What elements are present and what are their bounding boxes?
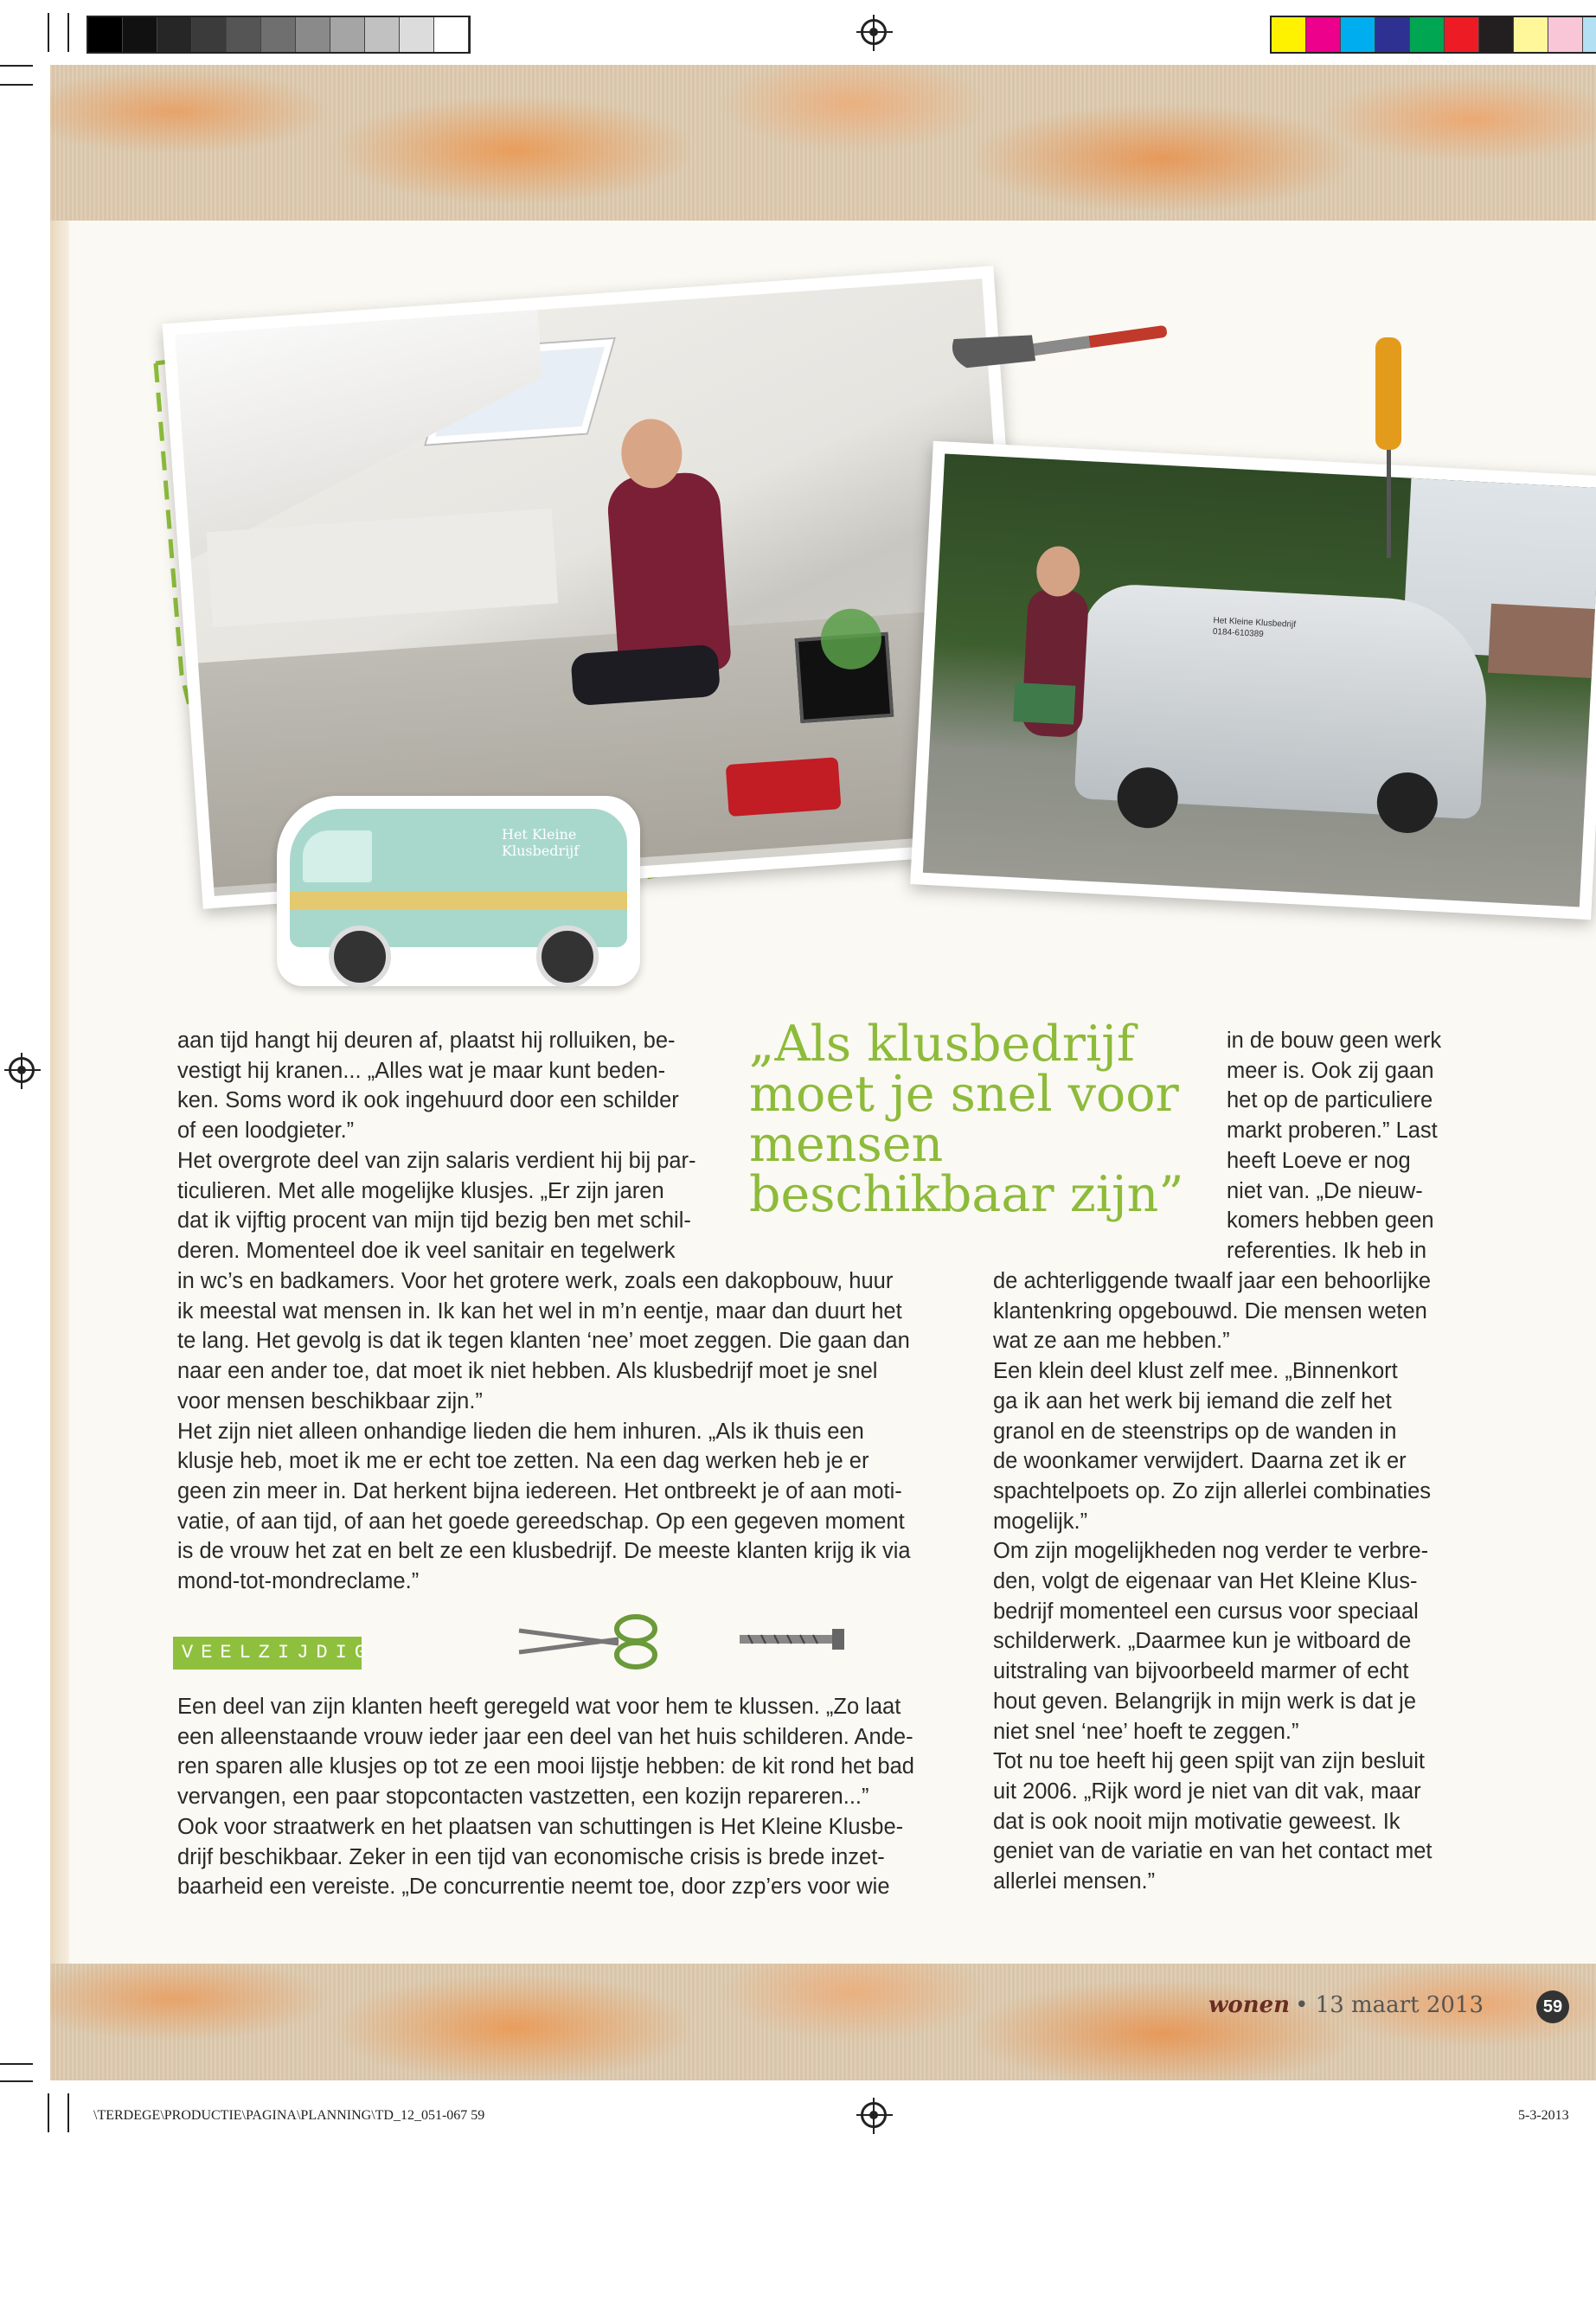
text-line: hout geven. Belangrijk in mijn werk is dat je <box>993 1689 1416 1714</box>
text-line: uit 2006. „Rijk word je niet van dit vak, maar <box>993 1779 1421 1804</box>
text-line: drijf beschikbaar. Zeker in een tijd van economische crisis is brede inzet- <box>177 1844 885 1869</box>
top-decorative-band <box>50 65 1596 221</box>
text-line: mogelijk.” <box>993 1509 1088 1534</box>
text-line: Een deel van zijn klanten heeft geregeld wat voor hem te klussen. „Zo laat <box>177 1695 901 1719</box>
text-line: baarheid een vereiste. „De concurrentie neemt toe, door zzp’ers voor wie <box>177 1875 890 1900</box>
van-wheel <box>536 926 599 988</box>
van-windshield <box>303 830 372 882</box>
slug-date: 5-3-2013 <box>1518 2108 1569 2123</box>
text-line: klantenkring opgebouwd. Die mensen weten <box>993 1298 1427 1324</box>
slug-path: \TERDEGE\PRODUCTIE\PAGINA\PLANNING\TD_12_051-067 59 <box>93 2108 485 2123</box>
text-line: vervangen, een paar stopcontacten vastzetten, een kozijn repareren...” <box>177 1785 869 1810</box>
color-swatch <box>1272 17 1306 52</box>
registration-mark-icon <box>861 2102 887 2128</box>
text-line: ticulieren. Met alle mogelijke klusjes. „Er zijn jaren <box>177 1178 664 1203</box>
pull-quote: „Als klusbedrijf moet je snel voor mensen beschikbaar zijn” <box>749 1016 1184 1223</box>
text-line: niet van. „De nieuw- <box>1227 1178 1423 1203</box>
color-swatch <box>434 17 469 52</box>
registration-mark-icon <box>9 1057 35 1083</box>
text-line: vestigt hij kranen... „Alles wat je maar kunt beden- <box>177 1058 666 1083</box>
right-column <box>993 1266 1477 1897</box>
text-line: vatie, of aan tijd, of aan het goede gereedschap. Op een gegeven moment <box>177 1509 905 1534</box>
red-toolbox <box>726 757 842 817</box>
screwdriver-icon <box>1358 337 1419 562</box>
text-line: naar een ander toe, dat moet ik niet hebben. Als klusbedrijf moet je snel <box>177 1359 878 1384</box>
text-line: markt proberen.” Last <box>1227 1118 1438 1144</box>
text-line: Een klein deel klust zelf mee. „Binnenkort <box>993 1359 1398 1384</box>
text-line: wat ze aan me hebben.” <box>993 1329 1230 1354</box>
text-line: klusje heb, moet ik me er echt toe zetten. Na een dag werken heb je er <box>177 1449 869 1474</box>
text-line: Ook voor straatwerk en het plaatsen van schuttingen is Het Kleine Klusbe- <box>177 1814 904 1839</box>
text-line: Het zijn niet alleen onhandige lieden die hem inhuren. „Als ik thuis een <box>177 1419 864 1444</box>
van-wheel <box>329 926 391 988</box>
color-swatch <box>1548 17 1583 52</box>
text-line: niet snel ‘nee’ hoeft te zeggen.” <box>993 1719 1299 1744</box>
text-line: Het overgrote deel van zijn salaris verdient hij bij par- <box>177 1148 696 1173</box>
text-line: heeft Loeve er nog <box>1227 1148 1411 1173</box>
color-swatch <box>1514 17 1548 52</box>
text-line: geniet van de variatie en van het contact met <box>993 1839 1433 1864</box>
text-line: referenties. Ik heb in <box>1227 1238 1427 1263</box>
house <box>1488 604 1596 679</box>
color-swatch <box>261 17 296 52</box>
color-swatch <box>1479 17 1514 52</box>
right-column-top <box>1227 1026 1486 1266</box>
worker-legs <box>570 644 721 707</box>
worker-figure <box>606 471 732 677</box>
van-stripe <box>290 891 627 910</box>
color-swatch <box>123 17 157 52</box>
color-swatch <box>365 17 400 52</box>
crop-mark <box>48 2093 49 2132</box>
text-line: in wc’s en badkamers. Voor het grotere werk, zoals een dakopbouw, huur <box>177 1269 894 1293</box>
color-swatch <box>1445 17 1479 52</box>
van-company-name: Het Kleine Klusbedrijf <box>1213 615 1297 630</box>
text-line: deren. Momenteel doe ik veel sanitair en tegelwerk <box>177 1238 676 1263</box>
text-line: uitstraling van bijvoorbeeld marmer of echt <box>993 1659 1409 1684</box>
text-line: schilderwerk. „Daarmee kun je witboard de <box>993 1629 1412 1654</box>
color-swatch <box>330 17 365 52</box>
crop-mark <box>67 13 69 52</box>
text-line: meer is. Ook zij gaan <box>1227 1058 1434 1083</box>
text-line: granol en de steenstrips op de wanden in <box>993 1419 1397 1444</box>
left-column-bottom <box>177 1692 956 1902</box>
text-line: Tot nu toe heeft hij geen spijt van zijn besluit <box>993 1749 1425 1774</box>
text-line: ren sparen alle klusjes op tot ze een mooi lijstje hebben: de kit rond het bad <box>177 1754 914 1779</box>
text-line: voor mensen beschikbaar zijn.” <box>177 1388 483 1413</box>
crop-mark <box>0 84 33 86</box>
color-swatch <box>1583 17 1596 52</box>
color-swatch <box>192 17 227 52</box>
color-swatch <box>1341 17 1375 52</box>
color-swatch <box>400 17 434 52</box>
crop-mark <box>0 2080 33 2082</box>
issue-date: 13 maart 2013 <box>1315 1992 1484 2018</box>
text-line: de achterliggende twaalf jaar een behoorlijke <box>993 1269 1432 1293</box>
text-line: dat is ook nooit mijn motivatie geweest. Ik <box>993 1809 1401 1834</box>
text-line: komers hebben geen <box>1227 1208 1434 1234</box>
color-swatch <box>227 17 261 52</box>
text-line: in de bouw geen werk <box>1227 1029 1442 1053</box>
magazine-brand: wonen <box>1208 1992 1291 2018</box>
color-swatch <box>296 17 330 52</box>
page-number: 59 <box>1536 1990 1569 2023</box>
text-line: bedrijf momenteel een cursus voor speciaal <box>993 1599 1419 1624</box>
text-line: dat ik vijftig procent van mijn tijd bezig ben met schil- <box>177 1208 691 1234</box>
left-column-top <box>177 1026 731 1266</box>
text-line: den, volgt de eigenaar van Het Kleine Klus- <box>993 1569 1418 1594</box>
text-line: ik meestal wat mensen in. Ik kan het wel in m’n eentje, maar dan duurt het <box>177 1298 902 1324</box>
green-toolcase <box>1013 683 1075 725</box>
color-swatch <box>1306 17 1341 52</box>
knee-wall <box>206 509 558 628</box>
bottom-decorative-band <box>50 1964 1596 2080</box>
text-line: het op de particuliere <box>1227 1088 1433 1113</box>
van-illustration <box>277 796 640 986</box>
grayscale-color-bar <box>87 16 471 54</box>
color-swatch <box>88 17 123 52</box>
text-line: een alleenstaande vrouw ieder jaar een deel van het huis schilderen. Ande- <box>177 1724 913 1749</box>
screw-icon <box>735 1622 856 1657</box>
text-line: is de vrouw het zat en belt ze een klusbedrijf. De meeste klanten krijg ik via <box>177 1539 911 1564</box>
text-line: ga ik aan het werk bij iemand die zelf het <box>993 1388 1392 1413</box>
footer-credit <box>1208 1992 1484 2018</box>
page-spine-shadow <box>50 221 69 1964</box>
text-line: ken. Soms word ik ook ingehuurd door een schilder <box>177 1088 679 1113</box>
crop-mark <box>48 13 49 52</box>
color-swatch <box>1375 17 1410 52</box>
scissors-icon <box>515 1605 662 1674</box>
crop-mark <box>67 2093 69 2132</box>
crop-mark <box>0 2063 33 2065</box>
text-line: allerlei mensen.” <box>993 1869 1156 1894</box>
text-line: te lang. Het gevolg is dat ik tegen klanten ‘nee’ moet zeggen. Die gaan dan <box>177 1329 910 1354</box>
van-phone: 0184-610389 <box>1212 626 1265 640</box>
footer-separator: • <box>1295 1992 1309 2018</box>
section-heading: VEELZIJDIG <box>173 1637 362 1670</box>
registration-mark-icon <box>861 19 887 45</box>
text-line: aan tijd hangt hij deuren af, plaatst hij rolluiken, be- <box>177 1029 676 1053</box>
crop-mark <box>0 65 33 67</box>
text-line: geen zin meer in. Dat herkent bijna iedereen. Het ontbreekt je of aan moti- <box>177 1478 902 1503</box>
left-column-wide <box>177 1266 956 1597</box>
text-line: de woonkamer verwijdert. Daarna zet ik er <box>993 1449 1407 1474</box>
van-label: Het Kleine Klusbedrijf <box>502 826 580 859</box>
van-lettering <box>1213 615 1309 643</box>
text-line: mond-tot-mondreclame.” <box>177 1569 420 1594</box>
text-line: of een loodgieter.” <box>177 1118 355 1144</box>
text-line: Om zijn mogelijkheden nog verder te verbre- <box>993 1539 1429 1564</box>
color-swatch <box>1410 17 1445 52</box>
van-photo <box>910 441 1596 920</box>
process-color-bar <box>1270 16 1596 54</box>
text-line: spachtelpoets op. Zo zijn allerlei combinaties <box>993 1478 1432 1503</box>
color-swatch <box>157 17 192 52</box>
